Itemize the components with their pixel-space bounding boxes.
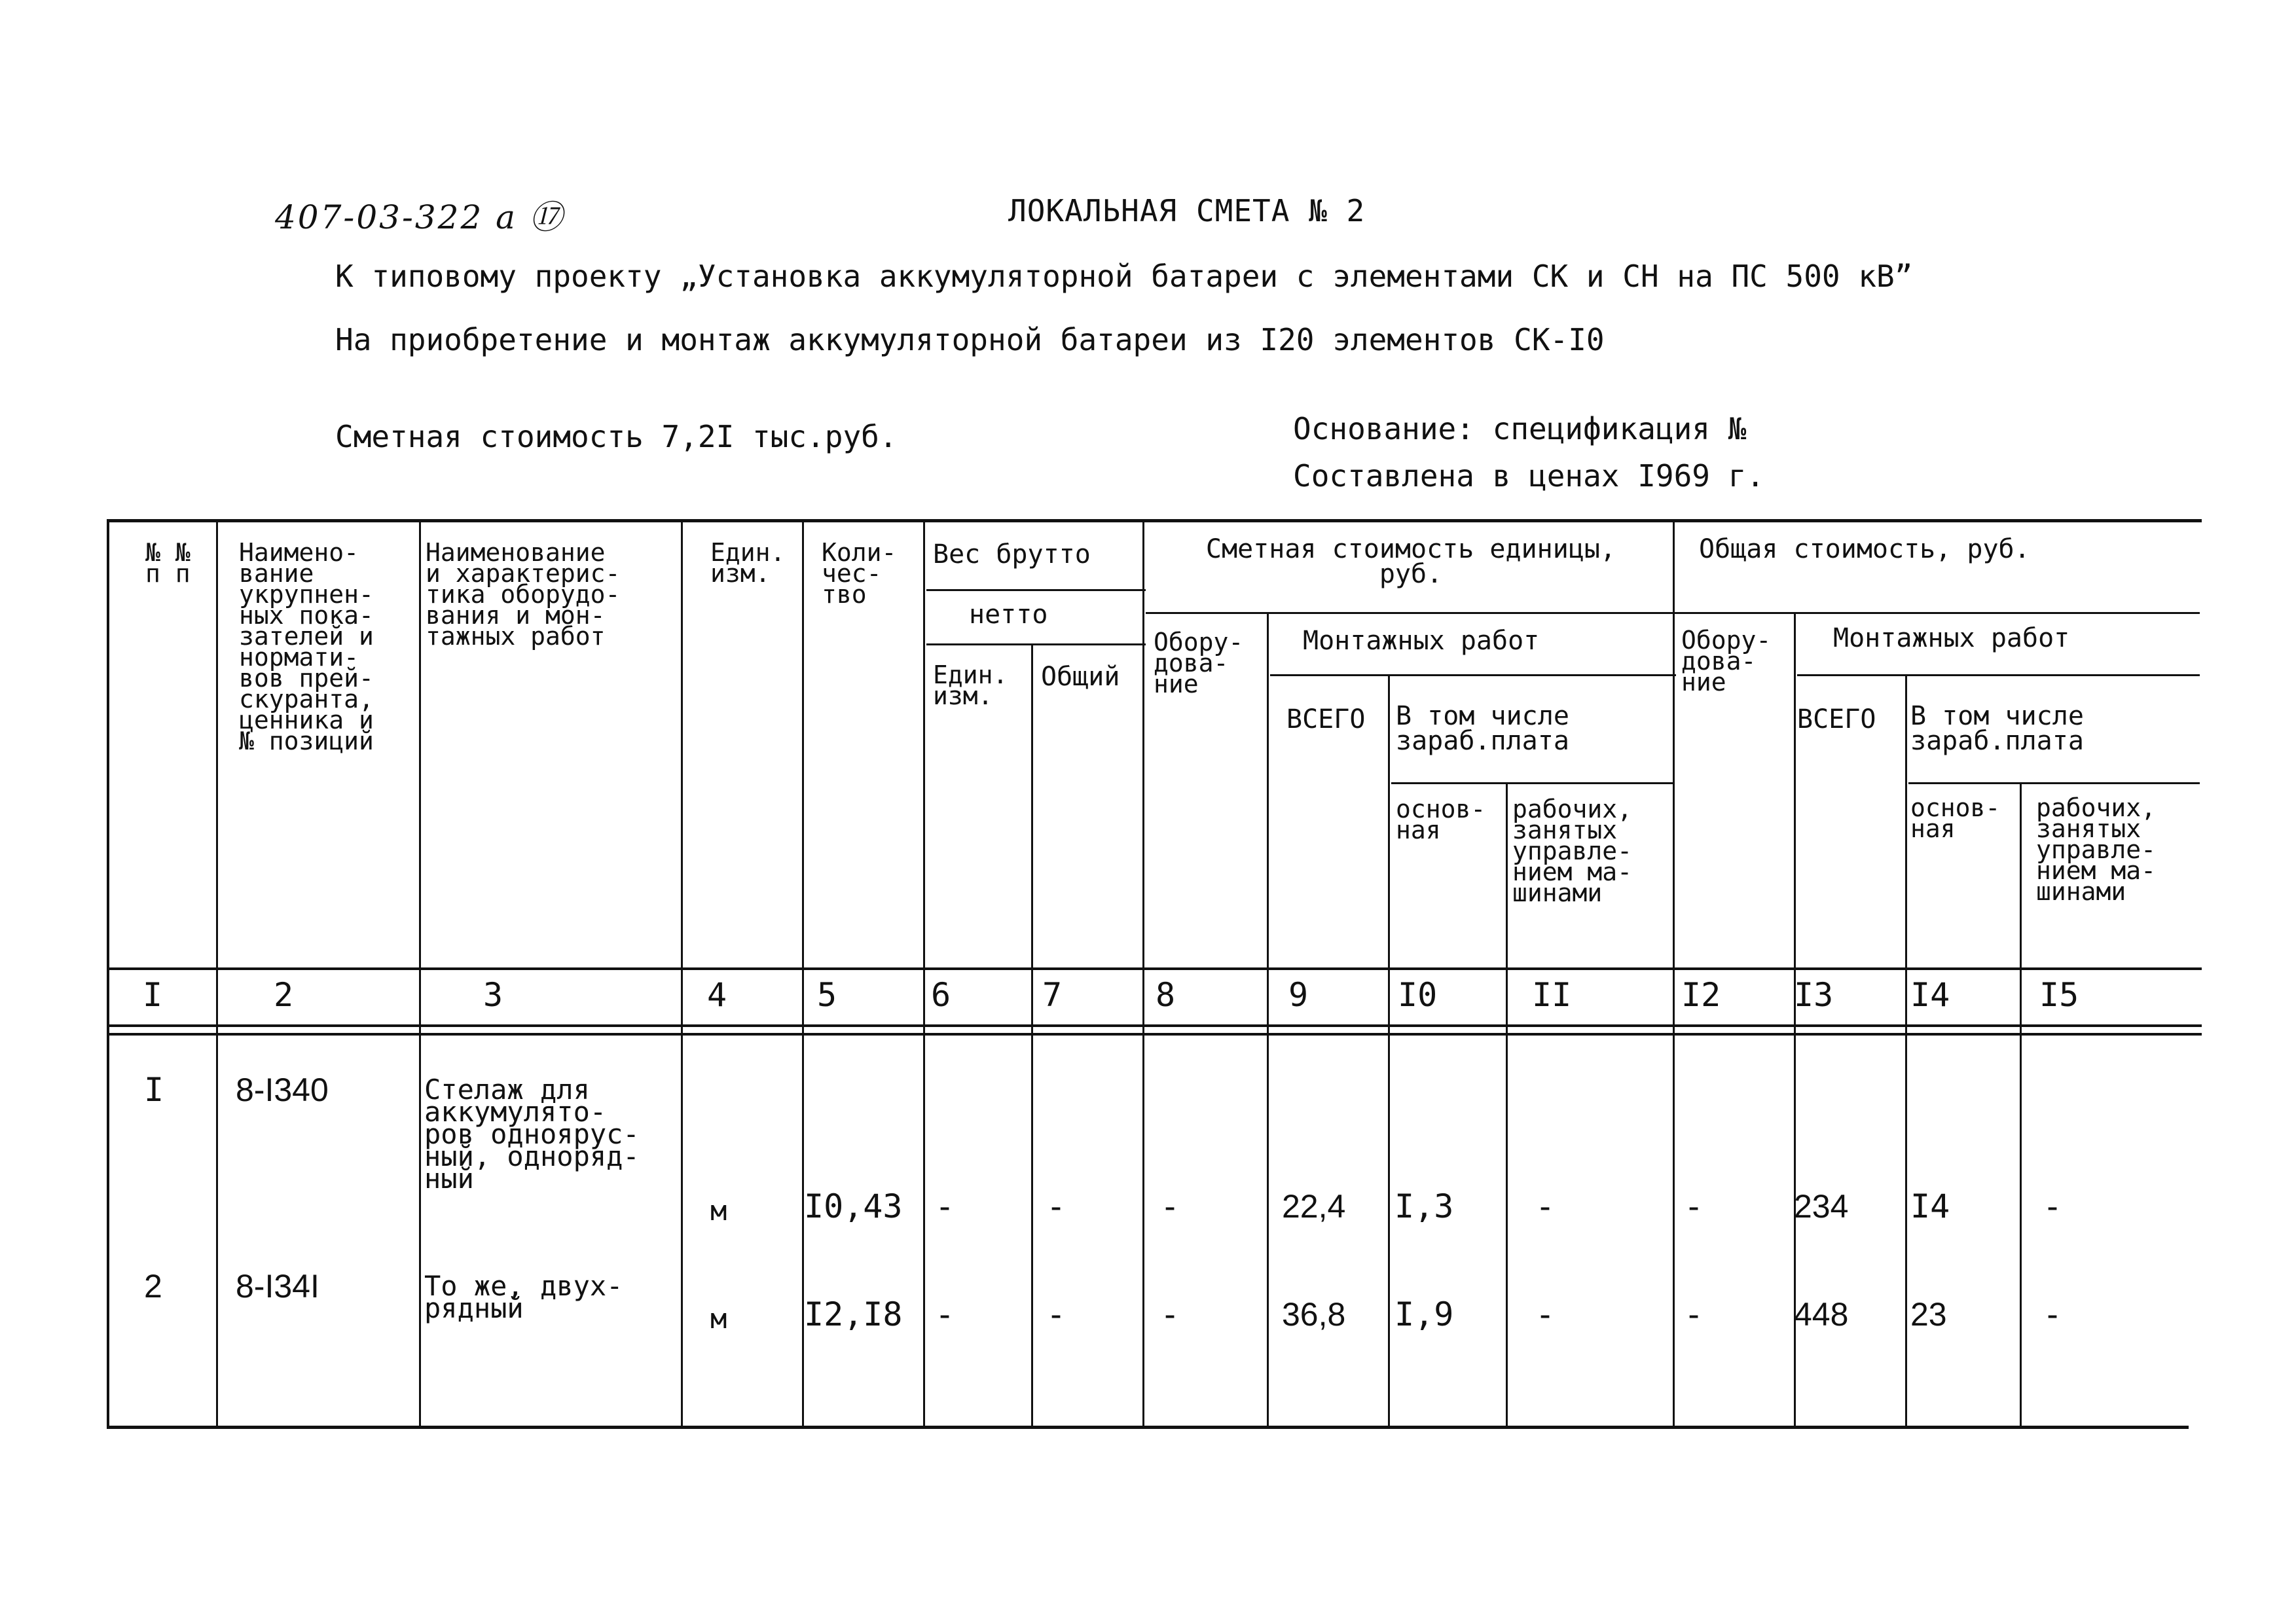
header-total-weight: Общий: [1041, 662, 1120, 692]
row-weight-unit: -: [935, 1187, 955, 1225]
row-code: 8-I34I: [236, 1268, 319, 1305]
row-total-basic: 23: [1910, 1296, 1947, 1333]
col-number: I4: [1910, 976, 1950, 1014]
header-total-cost: Общая стоимость, руб.: [1699, 534, 2030, 564]
document-code: 407-03-322 а ⑰: [275, 198, 564, 236]
col-number: 2: [274, 976, 294, 1014]
col-number: 5: [817, 976, 837, 1014]
row-equipment: -: [1160, 1295, 1180, 1333]
header-name-short: Наимено- вание укрупнен- ных пока- зателей и нормати- вов прей- скуранта, ценника и № позиций: [239, 538, 374, 755]
header-quantity: Коли- чес- тво: [822, 538, 897, 609]
col-number: 9: [1288, 976, 1309, 1014]
header-total-basic: основ- ная: [1910, 793, 2001, 843]
row-total-equipment: -: [1684, 1187, 1704, 1225]
row-total-machine: -: [2043, 1187, 2063, 1225]
col-number: II: [1532, 976, 1572, 1014]
row-unit: м: [710, 1195, 727, 1227]
row-install-all: 36,8: [1282, 1296, 1346, 1333]
header-total-all: ВСЕГО: [1797, 704, 1876, 734]
header-equipment: Обору- дова- ние: [1154, 628, 1244, 698]
col-number: 4: [707, 976, 727, 1014]
row-machine-salary: -: [1535, 1295, 1556, 1333]
col-number: I2: [1681, 976, 1721, 1014]
col-number: I5: [2039, 976, 2079, 1014]
estimated-cost: Сметная стоимость 7,2I тыс.руб.: [335, 419, 898, 454]
col-number: I: [143, 976, 163, 1014]
row-code: 8-I340: [236, 1072, 329, 1108]
header-total-incl-salary: В том числе зараб.плата: [1910, 701, 2084, 756]
basis-line: Основание: спецификация №: [1293, 411, 1747, 446]
col-number: I0: [1398, 976, 1438, 1014]
row-quantity: I0,43: [804, 1187, 903, 1225]
header-unit: Един. изм.: [710, 538, 786, 588]
purpose-line: На приобретение и монтаж аккумуляторной батареи из I20 элементов СК-I0: [335, 322, 1605, 357]
header-weight: Вес брутто: [933, 539, 1091, 569]
col-number: 7: [1042, 976, 1063, 1014]
header-total-equipment: Обору- дова- ние: [1681, 626, 1772, 696]
header-name-full: Наименование и характерис- тика оборудо- вания и мон- тажных работ: [426, 538, 621, 651]
row-name: Стелаж для аккумулято- ров одноярус- ный, однoряд- ный: [424, 1074, 640, 1195]
row-basic-salary: I,9: [1394, 1295, 1454, 1333]
header-unit-weight: Един. изм.: [933, 660, 1008, 710]
header-incl-salary: В том числе зараб.плата: [1396, 701, 1569, 756]
row-total-all: 448: [1794, 1296, 1849, 1333]
header-npp: № № п п: [145, 538, 191, 588]
header-install: Монтажных работ: [1303, 626, 1540, 656]
col-number: 8: [1156, 976, 1176, 1014]
header-total-machine: рабочих, занятых управле- нием ма- шинами: [2036, 793, 2157, 906]
row-weight-unit: -: [935, 1295, 955, 1333]
row-basic-salary: I,3: [1394, 1187, 1454, 1225]
row-name: То же, двух- рядный: [424, 1270, 623, 1324]
row-machine-salary: -: [1535, 1187, 1556, 1225]
row-total-basic: I4: [1910, 1187, 1950, 1225]
row-install-all: 22,4: [1282, 1188, 1346, 1225]
row-number: I: [144, 1071, 164, 1109]
project-line: К типовому проекту „Установка аккумуляторной батареи с элементами СК и СН на ПС 500 кВ”: [335, 259, 1913, 294]
header-basic: основ- ная: [1396, 795, 1486, 844]
row-total-equipment: -: [1684, 1295, 1704, 1333]
row-weight-total: -: [1046, 1295, 1066, 1333]
document-title: ЛОКАЛЬНАЯ СМЕТА № 2: [1008, 193, 1366, 228]
price-level-line: Составлена в ценах I969 г.: [1293, 458, 1765, 494]
header-total-install: Монтажных работ: [1833, 623, 2070, 653]
row-total-all: 234: [1794, 1188, 1849, 1225]
header-all: ВСЕГО: [1286, 704, 1366, 734]
header-unit-cost: Сметная стоимость единицы, руб.: [1205, 534, 1616, 589]
row-weight-total: -: [1046, 1187, 1066, 1225]
row-equipment: -: [1160, 1187, 1180, 1225]
row-number: 2: [144, 1268, 162, 1305]
col-number: 6: [931, 976, 951, 1014]
row-quantity: I2,I8: [804, 1295, 903, 1333]
header-machine: рабочих, занятых управле- нием ма- шинами: [1512, 795, 1633, 907]
row-total-machine: -: [2043, 1295, 2063, 1333]
row-unit: м: [710, 1303, 727, 1335]
col-number: I3: [1794, 976, 1834, 1014]
header-net: нетто: [969, 600, 1048, 630]
col-number: 3: [483, 976, 503, 1014]
